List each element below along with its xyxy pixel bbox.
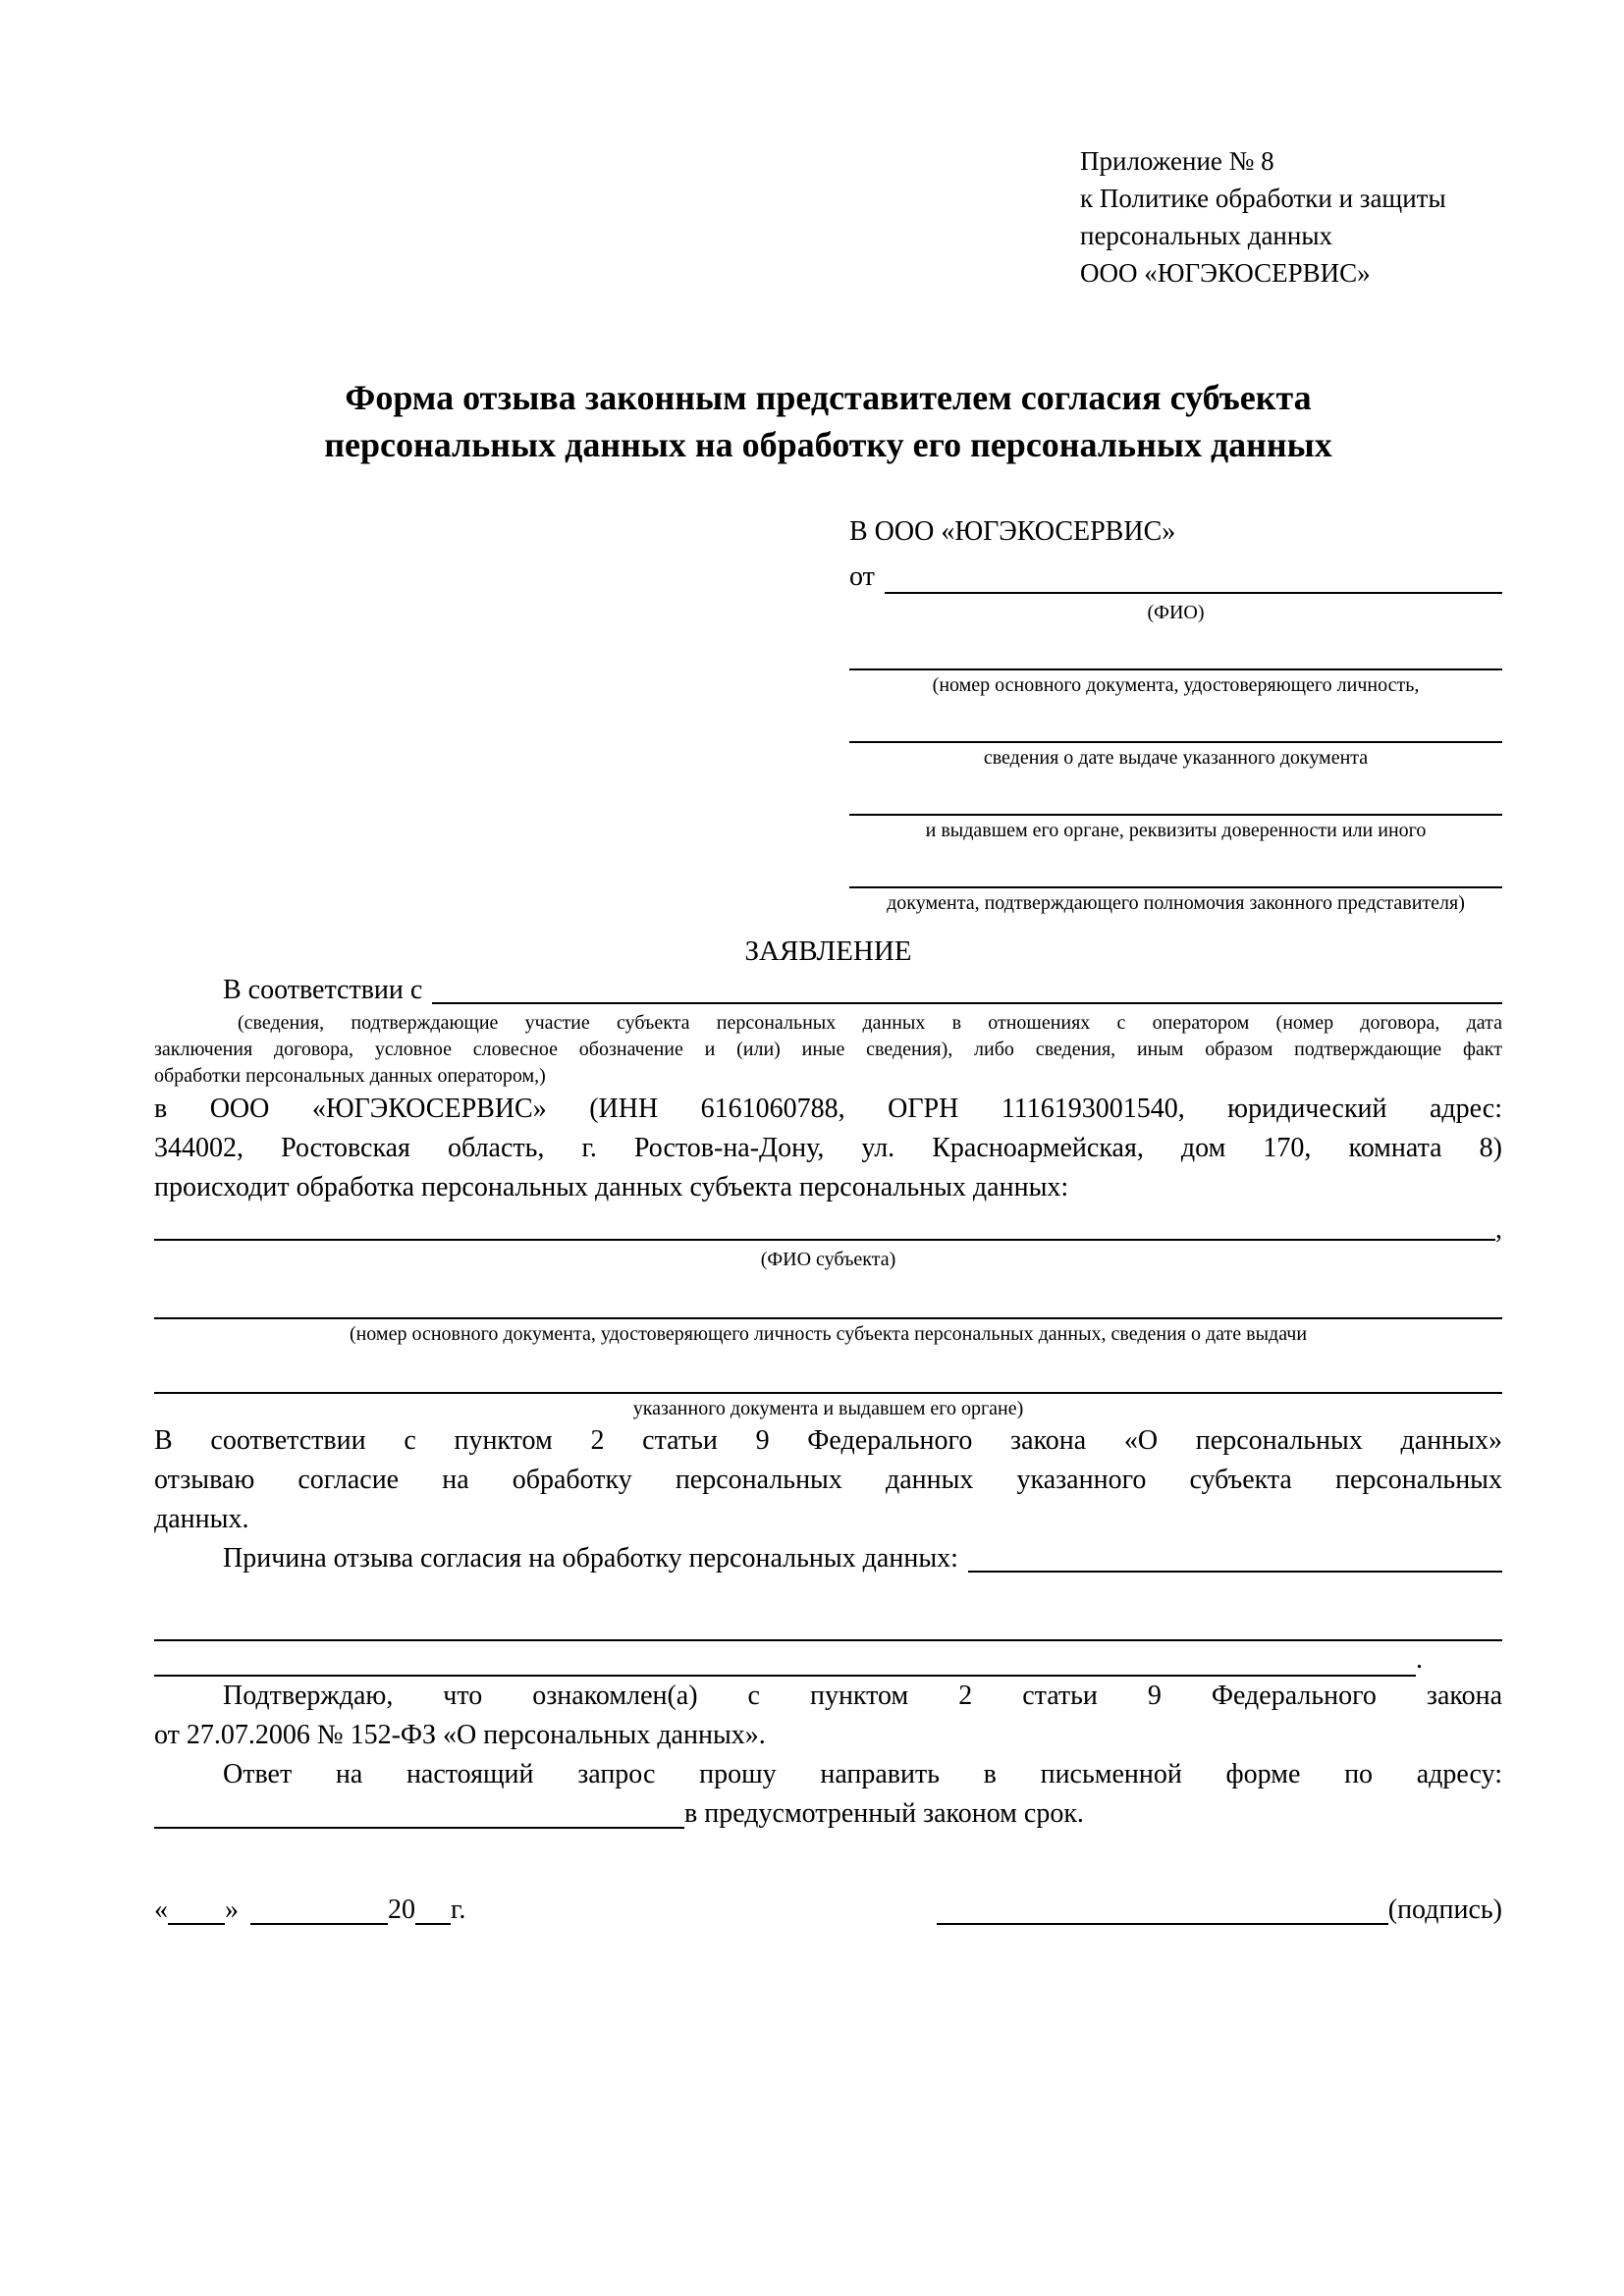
reason-extra-blank-field (154, 1645, 1416, 1677)
accordance-row (223, 971, 1502, 1010)
accordance-label: В соответствии с (223, 975, 423, 1005)
date-day-blank-field (168, 1897, 225, 1925)
appendix-block (1080, 142, 1502, 292)
note-line: (сведения, подтверждающие участие субъекта персональных данных в отношениях с оператором (номер договора, дата (238, 1012, 1502, 1034)
withdrawal-line: данных. (154, 1504, 249, 1534)
appendix-line: персональных данных (1080, 221, 1332, 250)
date-quote-open: « (154, 1895, 168, 1925)
representative-doc-blank-field (849, 698, 1502, 743)
reason-label: Причина отзыва согласия на обработку персональных данных: (223, 1543, 958, 1574)
reason-row (223, 1539, 1502, 1578)
note-line: обработки персональных данных оператором,) (154, 1065, 546, 1087)
document-title (154, 374, 1502, 468)
reply-address-blank-field (154, 1797, 684, 1829)
confirmation-line: от 27.07.2006 № 152-ФЗ «О персональных данных». (154, 1720, 766, 1750)
addressee-block (849, 509, 1502, 916)
field-caption: сведения о дате выдаче указанного документа (983, 747, 1369, 769)
operator-line: происходит обработка персональных данных субъекта персональных данных: (154, 1172, 1069, 1202)
withdrawal-paragraph (154, 1421, 1502, 1539)
reason-extra-blank-field (154, 1598, 1502, 1641)
note-line: заключения договора, условное словесное обозначение и (или) иные сведения), либо сведения, иным образом подтверждающие факт (154, 1039, 1502, 1060)
date-year-blank-field (415, 1897, 451, 1925)
signature-field (937, 1891, 1502, 1930)
representative-doc-blank-field (849, 771, 1502, 816)
reason-extra-row (154, 1641, 1502, 1677)
addressee-organization: В ООО «ЮГЭКОСЕРВИС» (849, 516, 1176, 547)
footer-row (154, 1891, 1502, 1930)
operator-line: 344002, Ростовская область, г. Ростов-на-Дону, ул. Красноармейская, дом 170, комната 8) (154, 1133, 1502, 1163)
withdrawal-line: В соответствии с пунктом 2 статьи 9 Федерального закона «О персональных данных» (154, 1425, 1502, 1456)
from-label: от (849, 561, 875, 592)
subject-fio-row (154, 1213, 1502, 1247)
subject-fio-caption: (ФИО субъекта) (760, 1249, 896, 1270)
signature-caption: (подпись) (1387, 1895, 1502, 1925)
date-year-suffix: г. (451, 1895, 466, 1925)
field-caption: и выдавшем его органе, реквизиты доверенности или иного (925, 820, 1427, 841)
withdrawal-line: отзываю согласие на обработку персональных данных указанного субъекта персональных (154, 1465, 1502, 1495)
appendix-line: к Политике обработки и защиты (1080, 184, 1446, 213)
operator-paragraph (154, 1090, 1502, 1207)
subject-doc-caption: (номер основного документа, удостоверяющего личность субъекта персональных данных, сведения о дате выдачи (349, 1323, 1308, 1345)
reply-request-tail: в предусмотренный законом срок. (684, 1798, 1084, 1829)
reply-address-row (154, 1794, 1502, 1834)
confirmation-paragraph (154, 1677, 1502, 1755)
appendix-line: ООО «ЮГЭКОСЕРВИС» (1080, 258, 1371, 288)
date-field (154, 1891, 465, 1930)
title-line: Форма отзыва законным представителем согласия субъекта (345, 378, 1312, 417)
operator-line: в ООО «ЮГЭКОСЕРВИС» (ИНН 6161060788, ОГРН 1116193001540, юридический адрес: (154, 1094, 1502, 1124)
date-year-prefix: 20 (388, 1895, 415, 1925)
accordance-blank-field (432, 979, 1502, 1004)
reply-request-line: Ответ на настоящий запрос прошу направить в письменной форме по адресу: (223, 1759, 1502, 1789)
reason-blank-field (968, 1547, 1502, 1573)
statement-heading: ЗАЯВЛЕНИЕ (744, 935, 912, 967)
field-caption: (номер основного документа, удостоверяющего личность, (932, 674, 1420, 696)
from-row (849, 555, 1502, 600)
appendix-line: Приложение № 8 (1080, 146, 1274, 176)
fio-blank-field (885, 568, 1502, 594)
title-line: персональных данных на обработку его персональных данных (324, 425, 1332, 464)
subject-fio-blank-field (154, 1215, 1495, 1241)
trailing-period: . (1416, 1644, 1423, 1675)
date-month-blank-field (250, 1897, 388, 1925)
subject-doc-blank-field (154, 1347, 1502, 1394)
subject-doc-caption: указанного документа и выдавшем его органе) (632, 1398, 1024, 1419)
confirmation-line: Подтверждаю, что ознакомлен(а) с пунктом 2 статьи 9 Федерального закона (223, 1681, 1502, 1711)
subject-doc-blank-field (154, 1272, 1502, 1319)
representative-doc-blank-field (849, 625, 1502, 670)
signature-blank-field (937, 1897, 1388, 1925)
note-text (154, 1010, 1502, 1090)
trailing-comma: , (1495, 1214, 1502, 1245)
field-caption: документа, подтверждающего полномочия законного представителя) (887, 892, 1465, 914)
representative-doc-blank-field (849, 843, 1502, 888)
date-quote-close: » (225, 1895, 239, 1925)
fio-caption: (ФИО) (1147, 602, 1205, 623)
